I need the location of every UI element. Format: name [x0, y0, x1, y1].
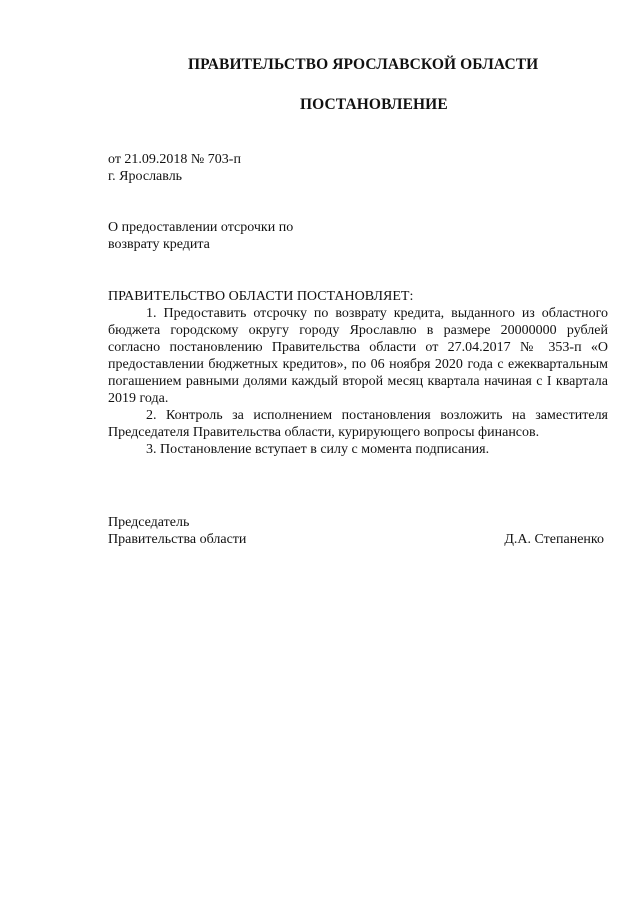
decree-subject-line-2: возврату кредита	[108, 237, 210, 252]
decree-subject-line-1: О предоставлении отсрочки по	[108, 220, 294, 235]
signatory-position-line-1: Председатель	[108, 515, 190, 530]
signatory-name: Д.А. Степаненко	[504, 532, 604, 547]
decree-paragraph-2: 2. Контроль за исполнением постановления возложить на заместителя Председателя Правительства области, курирующего вопросы финансов.	[108, 408, 608, 440]
decree-paragraph-3: 3. Постановление вступает в силу с момента подписания.	[146, 442, 490, 457]
document-type-title: ПОСТАНОВЛЕНИЕ	[300, 96, 448, 113]
signature-row	[108, 531, 608, 548]
decree-body	[108, 305, 608, 458]
resolves-heading: ПРАВИТЕЛЬСТВО ОБЛАСТИ ПОСТАНОВЛЯЕТ:	[108, 289, 414, 304]
signature-block	[108, 514, 608, 548]
government-title: ПРАВИТЕЛЬСТВО ЯРОСЛАВСКОЙ ОБЛАСТИ	[188, 56, 539, 73]
signatory-position-line-2: Правительства области	[108, 532, 247, 547]
decree-city: г. Ярославль	[108, 169, 183, 184]
decree-paragraph-1: 1. Предоставить отсрочку по возврату кредита, выданного из областного бюджета городскому округу городу Ярославлю в размере 20000000 рублей согласно постановлению Правительства области от 27.04.2017 № 353-п «О предоставлении бюджетных кредитов», по 06 ноября 2020 года с ежеквартальным погашением равными долями каждый второй месяц квартала начиная с I квартала 2019 года.	[108, 306, 608, 406]
decree-date-number: от 21.09.2018 № 703-п	[108, 152, 241, 167]
